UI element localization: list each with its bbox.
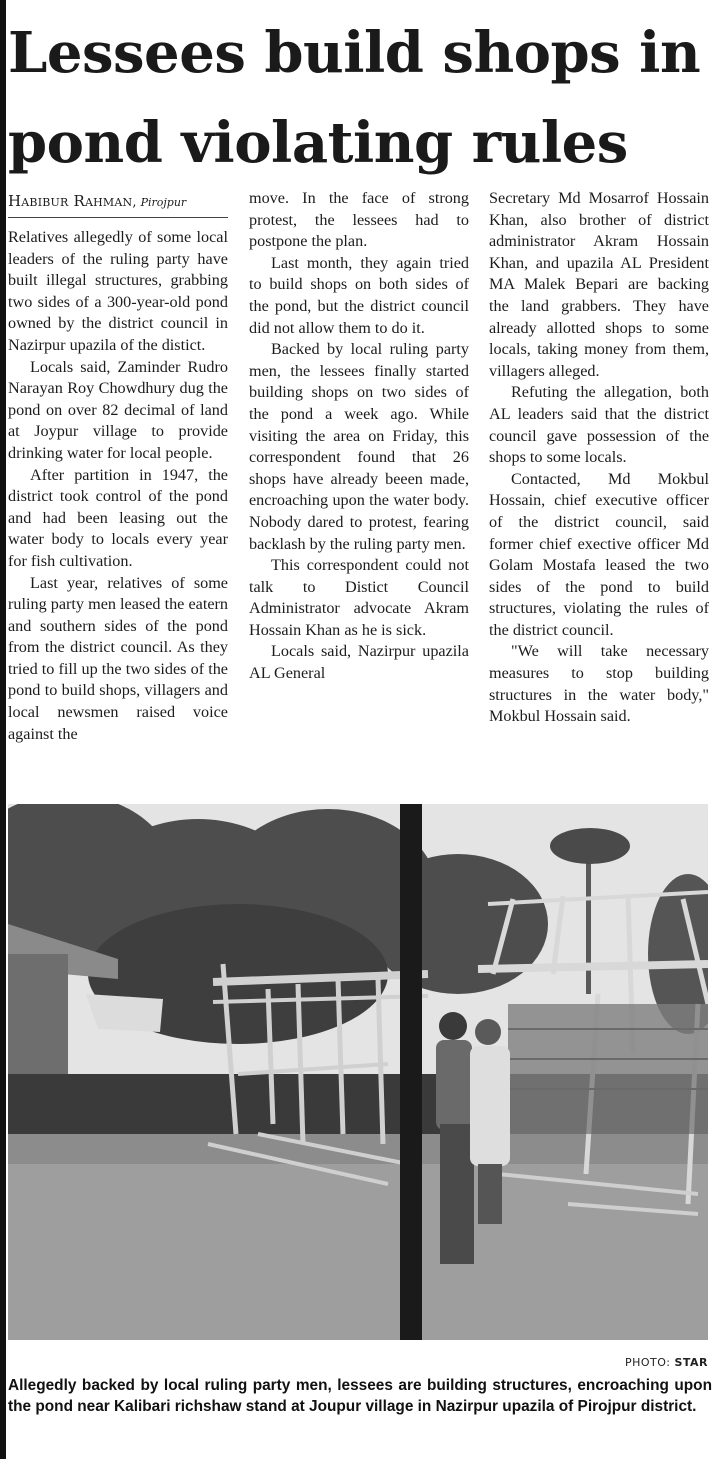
article-column-1 <box>8 227 228 745</box>
article-paragraph: Locals said, Nazirpur upazila AL General <box>249 642 469 683</box>
article-paragraph: Refuting the allegation, both AL leaders said that the district council gave possession of the shops to some locals. <box>489 383 709 467</box>
article-column-2 <box>249 188 469 685</box>
article-paragraph: Last month, they again tried to build shops on both sides of the pond, but the district council did not allow them to do it. <box>249 253 469 337</box>
byline <box>8 193 228 218</box>
article-paragraph: After partition in 1947, the district took control of the pond and had been leasing out the water body to locals every year for fish cultivation. <box>8 465 228 570</box>
article-paragraph: Relatives allegedly of some local leaders of the ruling party have built illegal structures, grabbing two sides of a 300-year-old pond owned by the district council in Nazirpur upazila of the distict. <box>8 228 228 354</box>
headline: Lessees build shops in pond violating rules <box>8 20 701 176</box>
article-paragraph: This correspondent could not talk to Distict Council Administrator advocate Akram Hossain Khan as he is sick. <box>249 556 469 639</box>
article-paragraph: Contacted, Md Mokbul Hossain, chief executive officer of the district council, said former chief exective officer Md Golam Mostafa leased the two sides of the pond to build structures, violating the rules of the district council. <box>489 469 709 639</box>
article-paragraph: "We will take necessary measures to stop building structures in the water body," Mokbul Hossain said. <box>489 642 709 726</box>
news-photo <box>8 804 708 1340</box>
photo-credit <box>625 1356 708 1369</box>
article-column-3 <box>489 188 709 728</box>
article-paragraph: move. In the face of strong protest, the lessees had to postpone the plan. <box>249 189 469 251</box>
byline-location: Pirojpur <box>140 196 187 209</box>
byline-separator: , <box>132 195 141 210</box>
photo-credit-source: STAR <box>674 1356 708 1369</box>
byline-author: Habibur Rahman <box>8 192 133 210</box>
page-edge-rule <box>0 0 6 1459</box>
photo-credit-label: PHOTO: <box>624 1356 671 1369</box>
article-paragraph: Backed by local ruling party men, the lessees finally started building shops on two sides of the pond a week ago. While visiting the area on Friday, this correspondent found that 26 shops have already beeen made, encroaching upon the water body. Nobody dared to protest, fearing backlash by the ruling party men. <box>249 340 469 553</box>
article-paragraph: Secretary Md Mosarrof Hossain Khan, also brother of district administrator Akram Hossain Khan, and upazila AL President MA Malek Bepari are backing the land grabbers. They have already allotted shops to some locals, taking money from them, villagers alleged. <box>489 189 709 380</box>
article-paragraph: Locals said, Zaminder Rudro Narayan Roy Chowdhury dug the pond on over 82 decimal of land at Joypur village to provide drinking water for local people. <box>8 357 228 462</box>
article-paragraph: Last year, relatives of some ruling party men leased the eatern and southern sides of the pond from the district council. As they tried to fill up the two sides of the pond to build shops, villagers and local newsmen raised voice against the <box>8 573 228 743</box>
photo-caption: Allegedly backed by local ruling party men, lessees are building structures, encroaching upon the pond near Kalibari richshaw stand at Joupur village in Nazirpur upazila of Pirojpur district. <box>8 1377 712 1415</box>
